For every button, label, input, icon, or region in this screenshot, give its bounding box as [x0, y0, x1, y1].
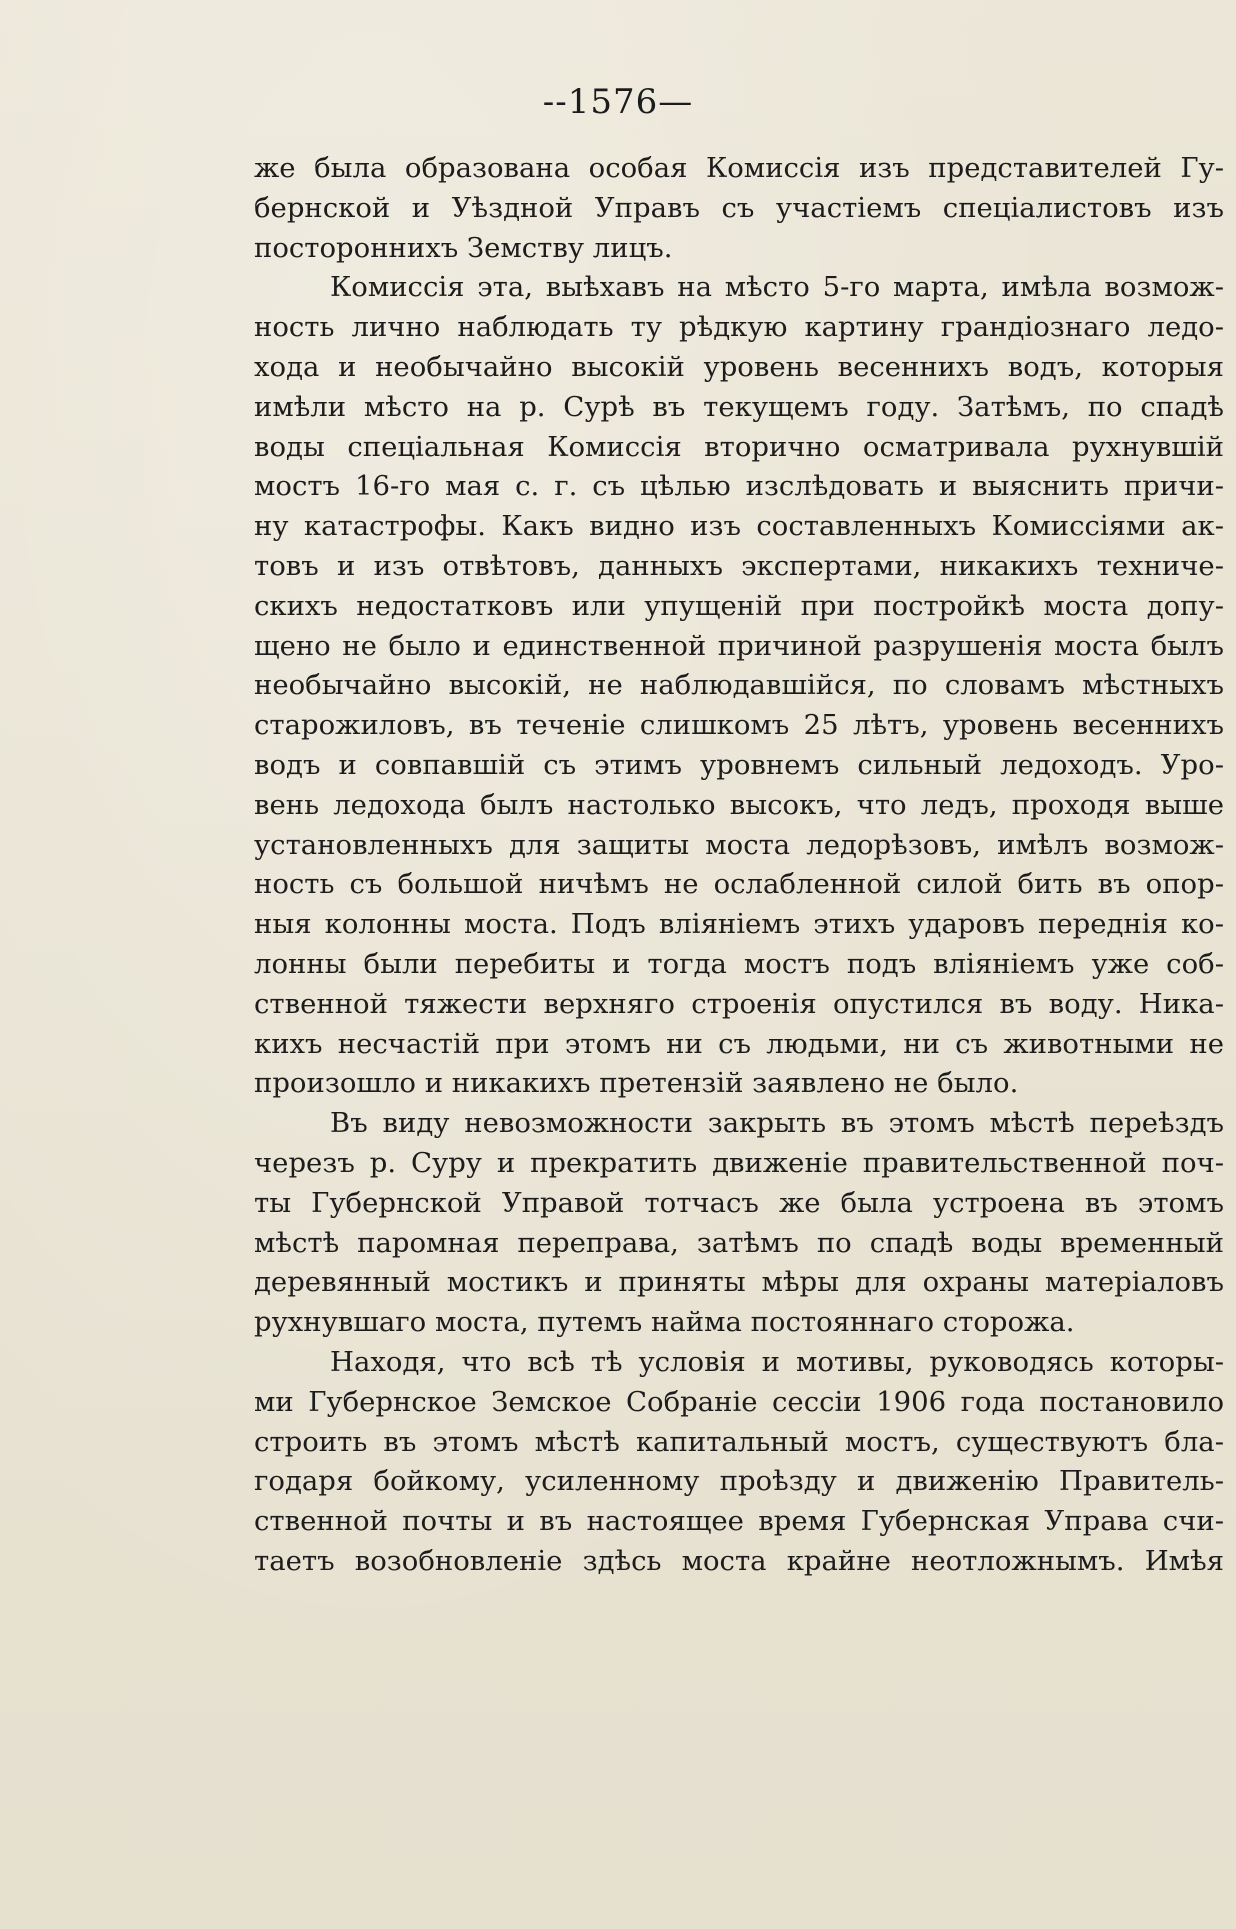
text-line: ность съ большой ничѣмъ не ослабленной силой бить въ опор- — [254, 868, 1224, 901]
text-line: таетъ возобновленіе здѣсь моста крайне неотложнымъ. Имѣя — [254, 1544, 1224, 1577]
text-line: лонны были перебиты и тогда мостъ подъ вліяніемъ уже соб- — [254, 947, 1224, 980]
text-line: мостъ 16-го мая с. г. съ цѣлью изслѣдовать и выяснить причи- — [254, 470, 1224, 503]
text-line: ныя колонны моста. Подъ вліяніемъ этихъ ударовъ переднія ко- — [254, 908, 1224, 941]
text-line: Комиссія эта, выѣхавъ на мѣсто 5-го марта, имѣла возмож- — [330, 271, 1224, 304]
text-line: старожиловъ, въ теченіе слишкомъ 25 лѣтъ, уровень весеннихъ — [254, 709, 1224, 742]
text-line: ми Губернское Земское Собраніе сессіи 1906 года постановило — [254, 1385, 1224, 1418]
text-line: рухнувшаго моста, путемъ найма постояннаго сторожа. — [254, 1306, 1075, 1339]
text-line: необычайно высокій, не наблюдавшійся, по словамъ мѣстныхъ — [254, 669, 1224, 702]
paragraph — [254, 268, 1224, 1104]
paragraph — [254, 149, 1224, 268]
text-line: ственной тяжести верхняго строенія опустился въ воду. Ника- — [254, 987, 1224, 1020]
text-line: ну катастрофы. Какъ видно изъ составленныхъ Комиссіями ак- — [254, 510, 1224, 543]
text-line: товъ и изъ отвѣтовъ, данныхъ экспертами, никакихъ техниче- — [254, 549, 1224, 582]
text-line: годаря бойкому, усиленному проѣзду и движенію Правитель- — [254, 1465, 1224, 1498]
text-line: ность лично наблюдать ту рѣдкую картину грандіознаго ледо- — [254, 311, 1224, 344]
paragraph — [254, 1104, 1224, 1343]
paragraph — [254, 1343, 1224, 1582]
page-number: --1576— — [542, 82, 694, 122]
text-line: постороннихъ Земству лицъ. — [254, 231, 673, 264]
text-line: ты Губернской Управой тотчасъ же была устроена въ этомъ — [254, 1186, 1224, 1219]
text-line: бернской и Уѣздной Управъ съ участіемъ спеціалистовъ изъ — [254, 191, 1224, 224]
text-line: деревянный мостикъ и приняты мѣры для охраны матеріаловъ — [254, 1266, 1224, 1299]
text-line: строить въ этомъ мѣстѣ капитальный мостъ, существуютъ бла- — [254, 1425, 1224, 1458]
text-line: воды спеціальная Комиссія вторично осматривала рухнувшій — [254, 430, 1224, 463]
body-text — [254, 149, 1224, 1582]
text-line: скихъ недостатковъ или упущеній при постройкѣ моста допу- — [254, 589, 1224, 622]
text-line: щено не было и единственной причиной разрушенія моста былъ — [254, 629, 1224, 662]
text-line: ственной почты и въ настоящее время Губернская Управа счи- — [254, 1505, 1224, 1538]
text-line: Въ виду невозможности закрыть въ этомъ мѣстѣ переѣздъ — [330, 1107, 1224, 1140]
text-line: установленныхъ для защиты моста ледорѣзовъ, имѣлъ возмож- — [254, 828, 1224, 861]
text-line: Находя, что всѣ тѣ условія и мотивы, руководясь которы- — [330, 1345, 1224, 1378]
text-line: хода и необычайно высокій уровень весеннихъ водъ, которыя — [254, 350, 1224, 383]
text-line: кихъ несчастій при этомъ ни съ людьми, ни съ животными не — [254, 1027, 1224, 1060]
text-line: имѣли мѣсто на р. Сурѣ въ текущемъ году. Затѣмъ, по спадѣ — [254, 390, 1224, 423]
text-line: водъ и совпавшій съ этимъ уровнемъ сильный ледоходъ. Уро- — [254, 748, 1224, 781]
text-line: черезъ р. Суру и прекратить движеніе правительственной поч- — [254, 1146, 1224, 1179]
text-line: мѣстѣ паромная переправа, затѣмъ по спадѣ воды временный — [254, 1226, 1224, 1259]
text-line: произошло и никакихъ претензій заявлено не было. — [254, 1067, 1019, 1100]
text-line: же была образована особая Комиссія изъ представителей Гу- — [254, 152, 1224, 184]
text-line: вень ледохода былъ настолько высокъ, что ледъ, проходя выше — [254, 788, 1224, 821]
